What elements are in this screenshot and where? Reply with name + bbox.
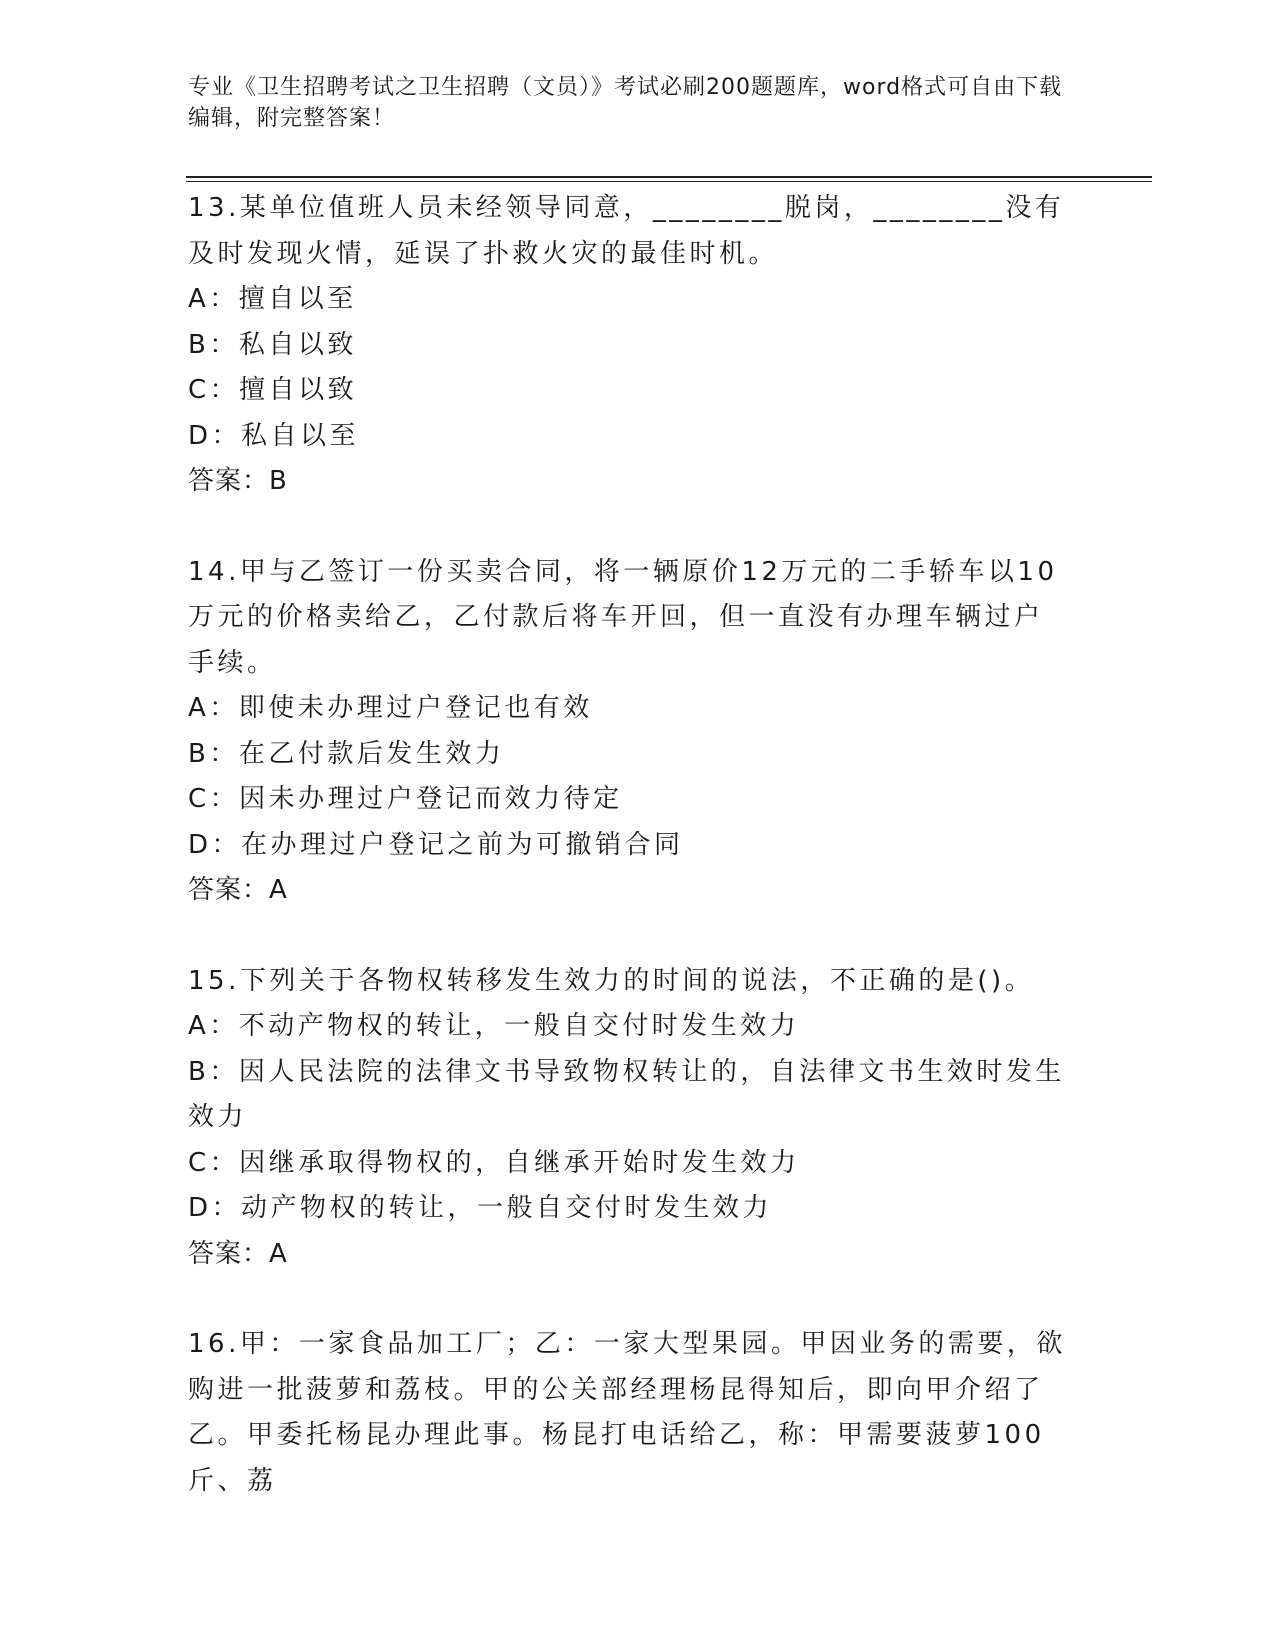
question-stem: 13.某单位值班人员未经领导同意，________脱岗，________没有及时发现火情，延误了扑救火灾的最佳时机。 — [188, 193, 1065, 269]
option-c: C：擅自以致 — [188, 375, 358, 405]
question-stem: 15.下列关于各物权转移发生效力的时间的说法，不正确的是()。 — [188, 965, 1035, 996]
header-rule-thick — [186, 176, 1152, 178]
option-b: B：在乙付款后发生效力 — [188, 738, 505, 769]
question-15 — [188, 959, 1068, 1278]
answer: 答案：B — [188, 466, 288, 496]
question-stem: 16.甲：一家食品加工厂；乙：一家大型果园。甲因业务的需要，欲购进一批菠萝和荔枝。甲的公关部经理杨昆得知后，即向甲介绍了乙。甲委托杨昆办理此事。杨昆打电话给乙，称：甲需要菠萝100斤、荔 — [188, 1329, 1066, 1496]
option-b: B：私自以致 — [188, 329, 357, 360]
option-d: D：在办理过户登记之前为可撤销合同 — [188, 829, 684, 860]
question-14 — [188, 550, 1068, 914]
option-a: A：不动产物权的转让，一般自交付时发生效力 — [188, 1011, 800, 1041]
option-c: C：因未办理过户登记而效力待定 — [188, 784, 623, 814]
option-d: D：私自以至 — [188, 420, 360, 451]
option-b: B：因人民法院的法律文书导致物权转让的，自法律文书生效时发生效力 — [188, 1056, 1065, 1132]
answer: 答案：A — [188, 875, 288, 905]
option-a: A：即使未办理过户登记也有效 — [188, 693, 593, 723]
header-rule-thin — [186, 181, 1152, 182]
option-c: C：因继承取得物权的，自继承开始时发生效力 — [188, 1147, 800, 1178]
question-list — [188, 186, 1068, 1549]
option-a: A：擅自以至 — [188, 284, 357, 314]
document-header — [188, 72, 1068, 134]
question-13 — [188, 186, 1068, 505]
answer: 答案：A — [188, 1238, 288, 1269]
option-d: D：动产物权的转让，一般自交付时发生效力 — [188, 1193, 773, 1223]
question-stem: 14.甲与乙签订一份买卖合同，将一辆原价12万元的二手轿车以10万元的价格卖给乙，乙付款后将车开回，但一直没有办理车辆过户手续。 — [188, 556, 1058, 678]
header-text: 专业《卫生招聘考试之卫生招聘（文员）》考试必刷200题题库，word格式可自由下载编辑，附完整答案！ — [188, 75, 1063, 131]
question-16 — [188, 1322, 1068, 1504]
